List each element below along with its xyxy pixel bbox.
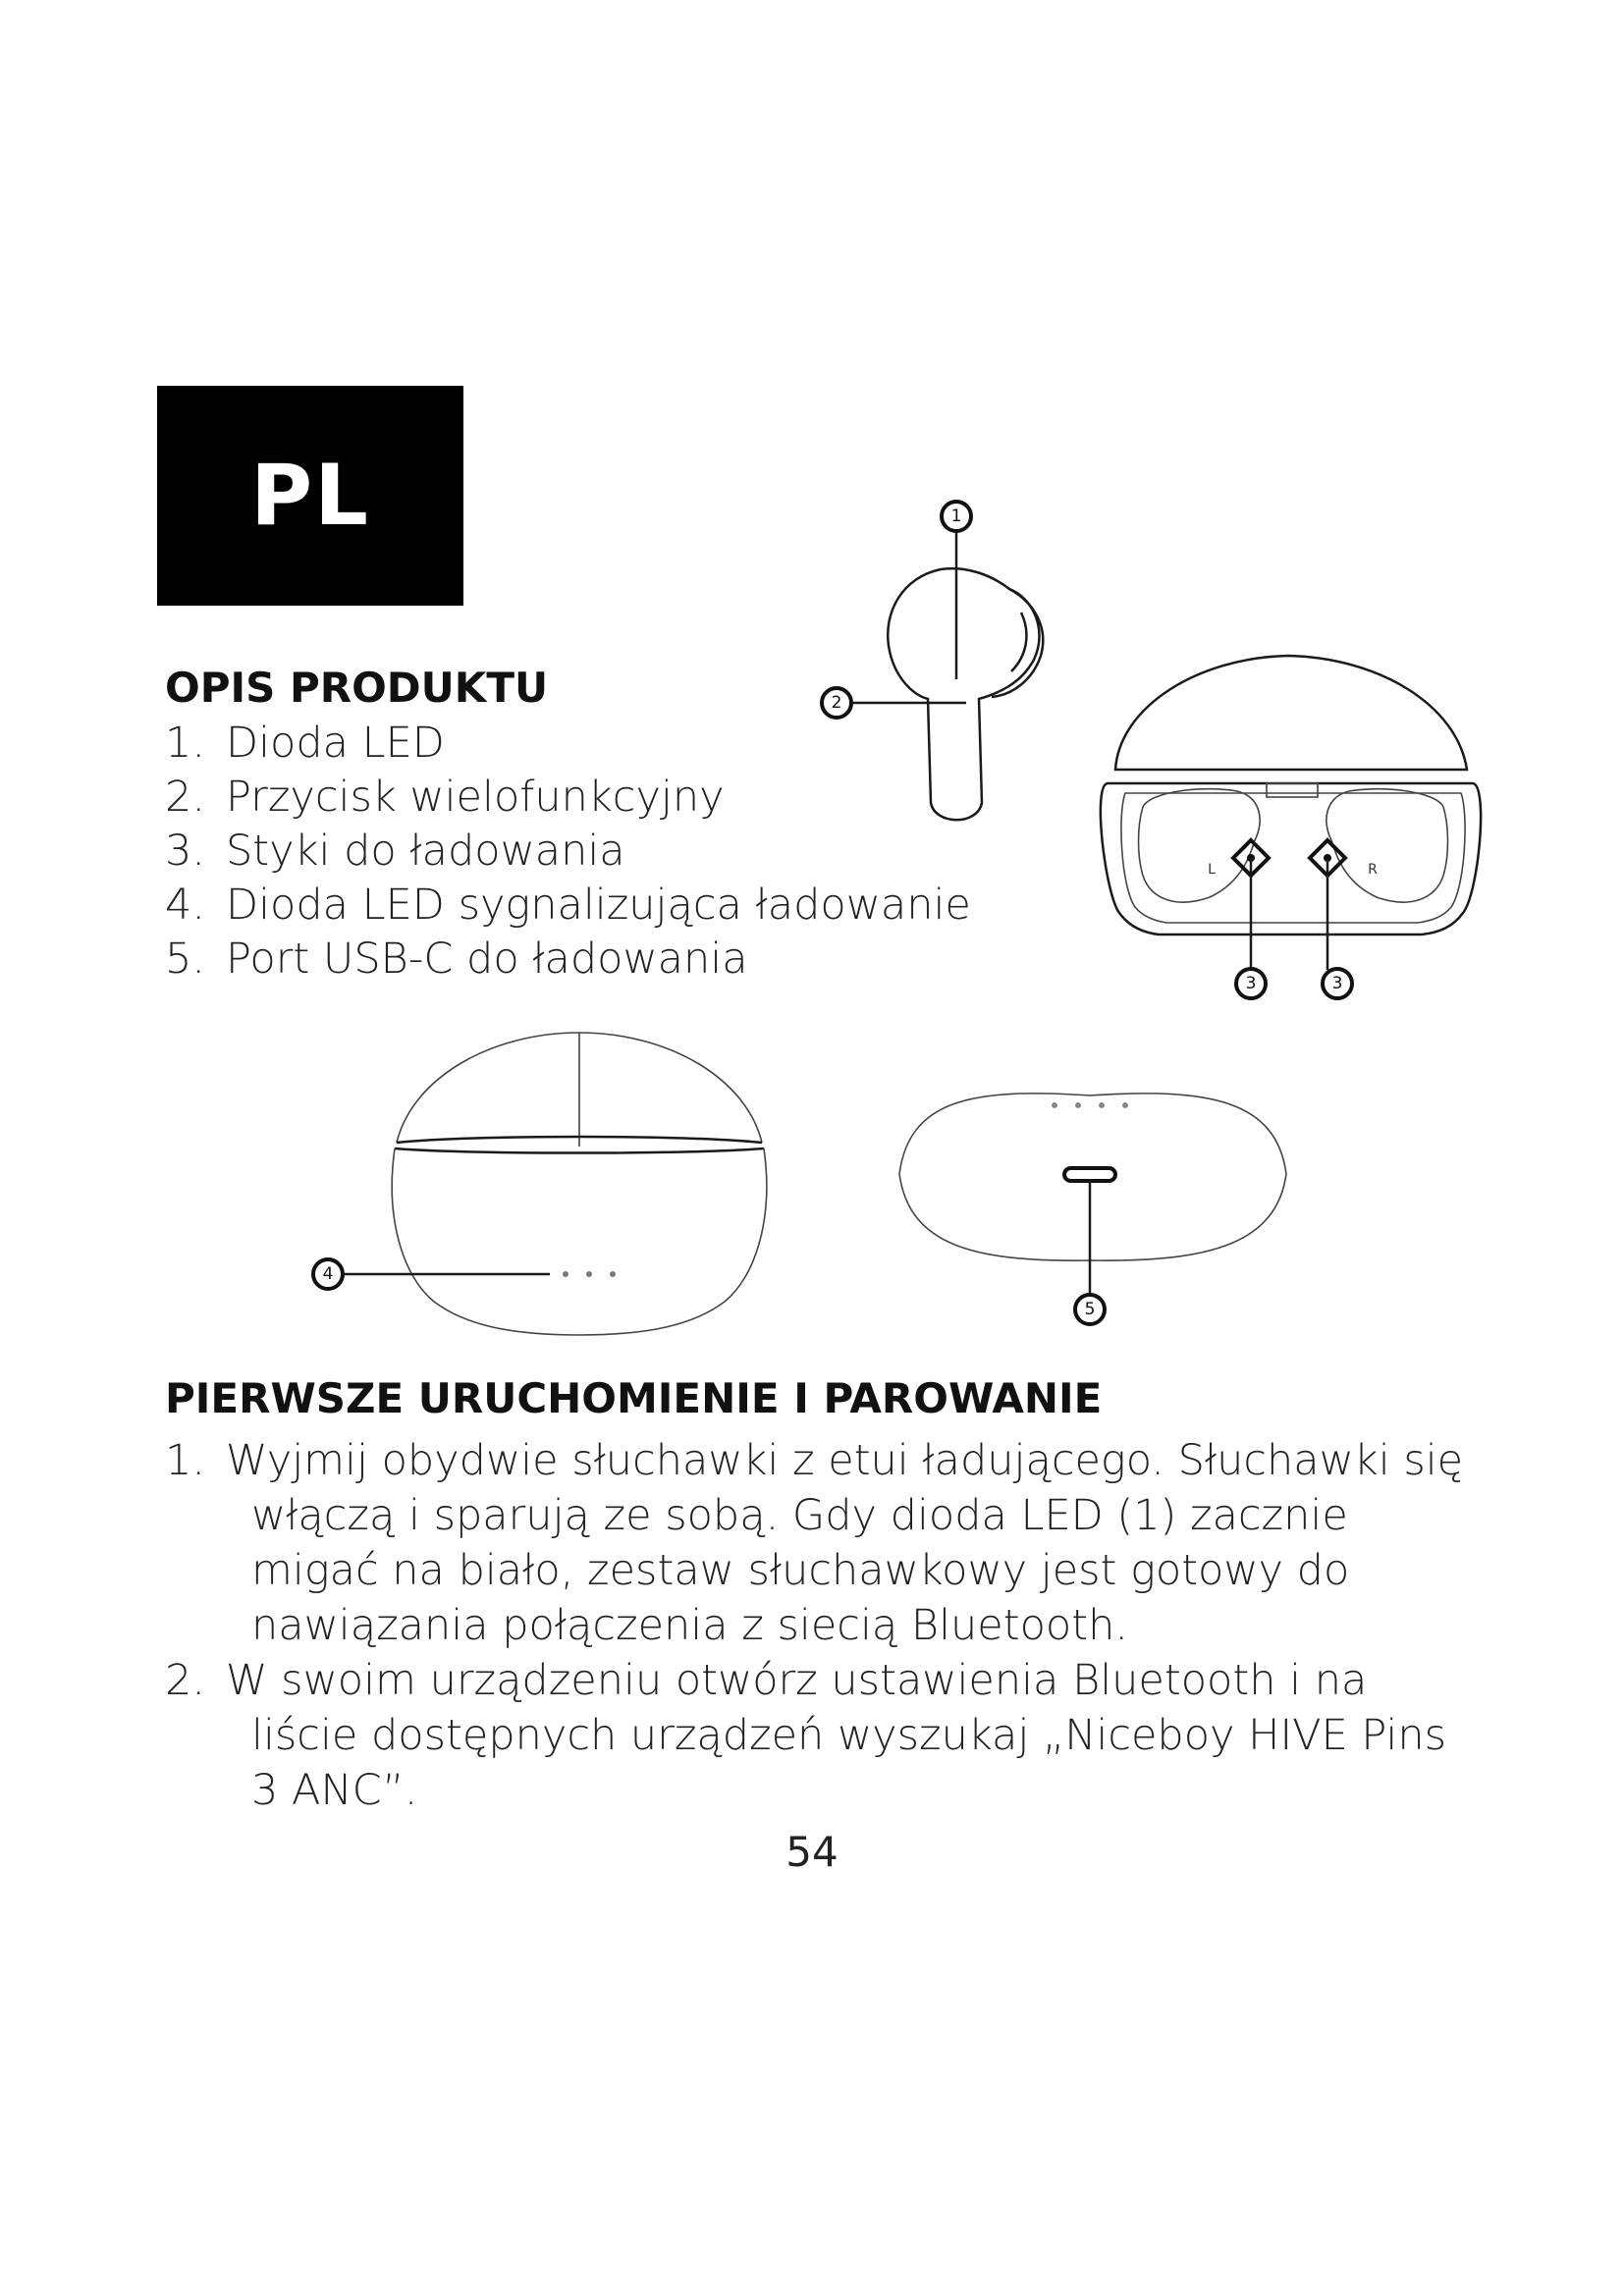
list-item-text: Dioda LED — [226, 719, 445, 768]
list-item-text: W swoim urządzeniu otwórz ustawienia Bluetooth i na liście dostępnych urządzeń wyszukaj „Niceboy HIVE Pins 3 ANC”. — [226, 1656, 1446, 1815]
callout-3-left — [1236, 969, 1266, 998]
callout-1 — [942, 502, 971, 531]
section-title-product: OPIS PRODUKTU — [165, 664, 549, 712]
list-item-number: 5. — [165, 934, 206, 984]
open-case-illustration — [1101, 656, 1481, 970]
callout-5-label: 5 — [1084, 1300, 1096, 1319]
callout-2 — [822, 688, 851, 718]
callout-3-right — [1323, 969, 1352, 998]
list-item-text: Port USB-C do ładowania — [226, 934, 748, 984]
closed-case-bottom-illustration — [899, 1094, 1286, 1296]
right-earbud-slot-label: R — [1368, 862, 1378, 878]
callout-2-label: 2 — [831, 693, 842, 713]
section-title-pairing: PIERWSZE URUCHOMIENIE I PAROWANIE — [165, 1374, 1103, 1422]
steps-list — [165, 1433, 1481, 1818]
list-item-text: Przycisk wielofunkcyjny — [226, 773, 725, 822]
callout-3-right-label: 3 — [1331, 974, 1343, 993]
list-item — [165, 1653, 1481, 1818]
list-item-number: 1. — [165, 719, 206, 768]
left-earbud-slot-label: L — [1208, 862, 1216, 878]
language-code: PL — [250, 447, 370, 545]
callout-5 — [1075, 1295, 1105, 1324]
list-item-number: 1. — [165, 1436, 206, 1485]
list-item-text: Styki do ładowania — [226, 827, 625, 876]
list-item-text: Dioda LED sygnalizująca ładowanie — [226, 881, 971, 930]
list-item-number: 2. — [165, 773, 206, 822]
callout-1-label: 1 — [950, 507, 962, 526]
earbud-illustration — [850, 526, 1043, 820]
list-item-number: 4. — [165, 881, 206, 930]
list-item-number: 3. — [165, 827, 206, 876]
list-item-text: Wyjmij obydwie słuchawki z etui ładującego. Słuchawki się włączą i sparują ze sobą. Gdy dioda LED (1) zacznie migać na biało, zestaw słuchawkowy jest gotowy do nawiązania połączenia z siecią Bluetooth. — [226, 1436, 1464, 1650]
callout-4 — [313, 1259, 343, 1289]
callout-3-left-label: 3 — [1245, 974, 1257, 993]
list-item-number: 2. — [165, 1656, 206, 1705]
list-item — [165, 1433, 1481, 1653]
callout-4-label: 4 — [322, 1264, 334, 1284]
closed-case-front-illustration — [342, 1033, 767, 1335]
page-number: 54 — [785, 1828, 839, 1876]
